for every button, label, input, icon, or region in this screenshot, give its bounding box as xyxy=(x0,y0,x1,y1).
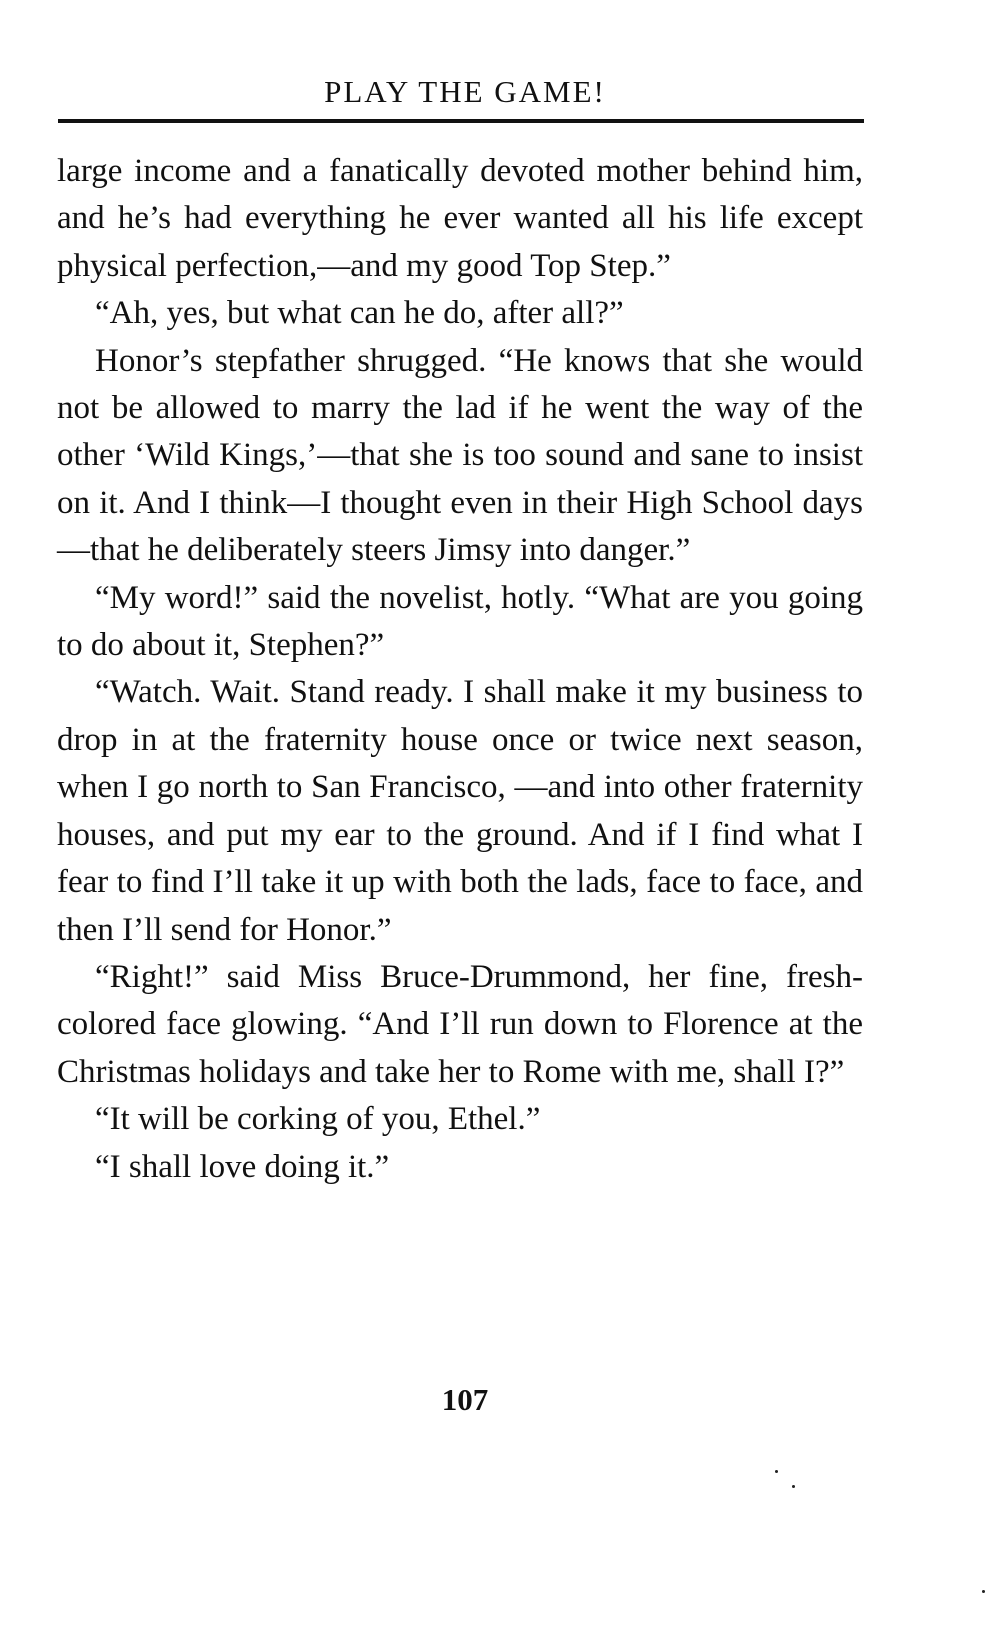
paragraph: “Ah, yes, but what can he do, after all?” xyxy=(95,295,624,332)
scan-speck xyxy=(982,1590,985,1593)
paragraph: Honor’s stepfather shrugged. “He knows that she would not be allowed to marry the lad if he went the way of the other ‘Wild Kings,’—that she is too sound and sane to insist on it. And I think—I thought even in their High School days—that he deliberately steers Jimsy into danger.” xyxy=(57,342,863,569)
paragraph: “My word!” said the novelist, hotly. “What are you going to do about it, Stephen?” xyxy=(57,579,863,664)
page-number: 107 xyxy=(441,1382,489,1417)
paragraph-continuation: large income and a fanatically devoted mother behind him, and he’s had everything he ever wanted all his life except physical perfection,—and my good Top Step.” xyxy=(57,153,863,284)
scan-speck xyxy=(792,1485,795,1488)
paragraph: “Watch. Wait. Stand ready. I shall make it my business to drop in at the fraternity house once or twice next season, when I go north to San Francisco, —and into other fraternity houses, and put my ear to the ground. And if I find what I fear to find I’ll take it up with both the lads, face to face, and then I’ll send for Honor.” xyxy=(57,674,863,948)
paragraph: “I shall love doing it.” xyxy=(95,1148,390,1185)
header-rule xyxy=(58,119,864,123)
scan-speck xyxy=(775,1470,778,1473)
paragraph: “It will be corking of you, Ethel.” xyxy=(95,1101,541,1138)
body-text xyxy=(57,148,863,1191)
paragraph: “Right!” said Miss Bruce-Drummond, her fine, fresh-colored face glowing. “And I’ll run down to Florence at the Christmas holidays and take her to Rome with me, shall I?” xyxy=(57,958,863,1090)
running-head-title: PLAY THE GAME! xyxy=(324,74,606,109)
